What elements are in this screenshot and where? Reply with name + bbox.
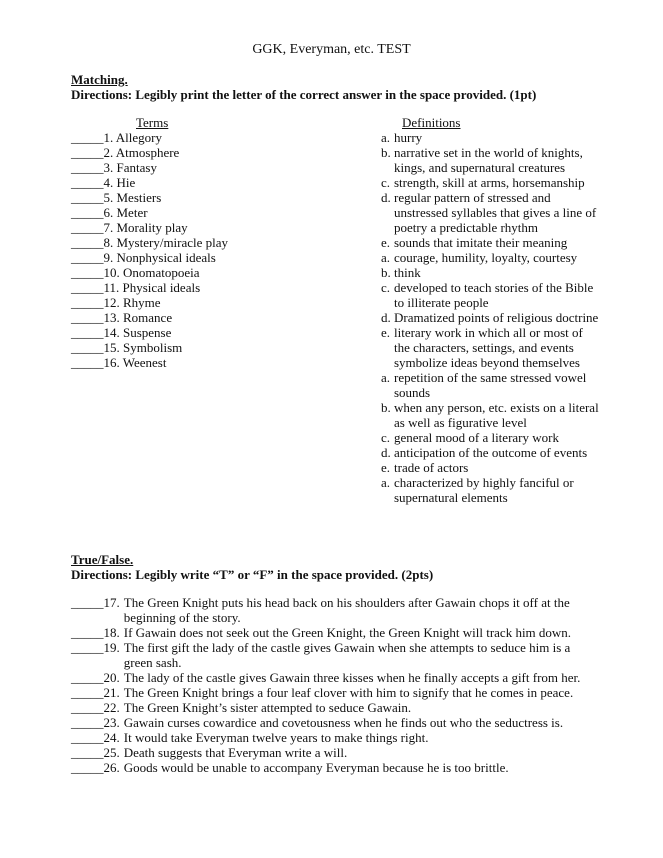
term-label: 12. Rhyme [103,295,161,310]
question-number: 17. [103,595,120,610]
answer-blank[interactable]: _____ [71,325,104,340]
definition-text: regular pattern of stressed and unstressed syllables that gives a line of poetry a predictable rhythm [394,190,597,235]
definition-text: general mood of a literary work [394,430,559,445]
term-label: 15. Symbolism [103,340,183,355]
question-number: 22. [103,700,120,715]
question-number: 21. [103,685,120,700]
definition-letter: d. [381,310,391,325]
definition-letter: c. [381,430,391,445]
answer-blank[interactable]: _____ [71,355,104,370]
term-label: 4. Hie [103,175,136,190]
answer-blank[interactable]: _____ [71,625,104,640]
answer-blank[interactable]: _____ [71,295,104,310]
statement-text: Goods would be unable to accompany Everyman because he is too brittle. [123,760,509,775]
definitions-list [381,130,601,505]
definition-text: narrative set in the world of knights, kings, and supernatural creatures [394,145,583,175]
definition-item [381,190,601,235]
term-label: 9. Nonphysical ideals [103,250,216,265]
term-label: 11. Physical ideals [103,280,201,295]
definition-letter: c. [381,175,391,190]
answer-blank[interactable]: _____ [71,265,104,280]
definition-text: sounds that imitate their meaning [394,235,568,250]
term-label: 1. Allegory [103,130,162,145]
definition-item [381,460,601,475]
term-item [71,265,228,280]
term-item [71,355,228,370]
true-false-item [71,745,591,760]
term-label: 14. Suspense [103,325,172,340]
true-false-item [71,760,591,775]
term-item [71,220,228,235]
term-label: 16. Weenest [103,355,167,370]
statement-text: Death suggests that Everyman write a will. [123,745,348,760]
answer-blank[interactable]: _____ [71,310,104,325]
definition-letter: a. [381,250,391,265]
definition-text: developed to teach stories of the Bible to illiterate people [394,280,594,310]
definition-letter: b. [381,265,391,280]
question-number: 23. [103,715,120,730]
term-item [71,310,228,325]
true-false-item [71,625,591,640]
statement-text: If Gawain does not seek out the Green Knight, the Green Knight will track him down. [123,625,572,640]
definition-letter: d. [381,190,391,205]
definition-text: literary work in which all or most of the characters, settings, and events symbolize ideas beyond themselves [394,325,583,370]
definition-item [381,175,601,190]
true-false-item [71,700,591,715]
term-label: 5. Mestiers [103,190,162,205]
true-false-directions: Directions: Legibly write “T” or “F” in the space provided. (2pts) [71,567,434,582]
definition-text: courage, humility, loyalty, courtesy [394,250,578,265]
term-label: 2. Atmosphere [103,145,180,160]
true-false-item [71,730,591,745]
question-number: 24. [103,730,120,745]
statement-text: The Green Knight’s sister attempted to seduce Gawain. [123,700,412,715]
definition-item [381,370,601,400]
statement-text: The first gift the lady of the castle gives Gawain when she attempts to seduce him is a green sash. [123,640,571,670]
answer-blank[interactable]: _____ [71,595,104,610]
statement-text: It would take Everyman twelve years to make things right. [123,730,429,745]
answer-blank[interactable]: _____ [71,760,104,775]
term-item [71,175,228,190]
definition-item [381,145,601,175]
answer-blank[interactable]: _____ [71,670,104,685]
definition-letter: d. [381,445,391,460]
true-false-heading: True/False. [71,552,134,567]
definition-item [381,130,601,145]
definition-item [381,445,601,460]
term-label: 7. Morality play [103,220,188,235]
answer-blank[interactable]: _____ [71,145,104,160]
term-item [71,295,228,310]
definition-text: when any person, etc. exists on a literal as well as figurative level [394,400,599,430]
term-item [71,280,228,295]
term-item [71,325,228,340]
answer-blank[interactable]: _____ [71,190,104,205]
definition-item [381,400,601,430]
definition-text: hurry [394,130,423,145]
answer-blank[interactable]: _____ [71,685,104,700]
definition-letter: c. [381,280,391,295]
true-false-list [71,595,591,775]
question-number: 18. [103,625,120,640]
definition-item [381,280,601,310]
definition-letter: a. [381,475,391,490]
term-label: 6. Meter [103,205,148,220]
question-number: 20. [103,670,120,685]
true-false-item [71,595,591,625]
true-false-item [71,640,591,670]
true-false-item [71,715,591,730]
statement-text: The Green Knight brings a four leaf clover with him to signify that he comes in peace. [123,685,574,700]
term-item [71,340,228,355]
definition-item [381,325,601,370]
definition-text: strength, skill at arms, horsemanship [394,175,585,190]
term-label: 10. Onomatopoeia [103,265,200,280]
question-number: 25. [103,745,120,760]
term-label: 8. Mystery/miracle play [103,235,229,250]
term-item [71,160,228,175]
question-number: 19. [103,640,120,655]
answer-blank[interactable]: _____ [71,205,104,220]
answer-blank[interactable]: _____ [71,745,104,760]
definition-text: Dramatized points of religious doctrine [394,310,599,325]
statement-text: The Green Knight puts his head back on his shoulders after Gawain chops it off at the beginning of the story. [123,595,570,625]
answer-blank[interactable]: _____ [71,235,104,250]
definition-letter: b. [381,400,391,415]
answer-blank[interactable]: _____ [71,175,104,190]
question-number: 26. [103,760,120,775]
definition-text: think [394,265,421,280]
answer-blank[interactable]: _____ [71,700,104,715]
matching-heading: Matching. [71,72,128,87]
definition-letter: e. [381,460,391,475]
definition-item [381,235,601,250]
term-label: 13. Romance [103,310,173,325]
answer-blank[interactable]: _____ [71,220,104,235]
term-item [71,145,228,160]
answer-blank[interactable]: _____ [71,640,104,655]
definitions-header: Definitions [402,115,461,130]
definition-letter: a. [381,130,391,145]
definition-letter: e. [381,235,391,250]
answer-blank[interactable]: _____ [71,160,104,175]
page-title: GGK, Everyman, etc. TEST [252,42,411,57]
definition-text: trade of actors [394,460,469,475]
answer-blank[interactable]: _____ [71,340,104,355]
terms-list [71,130,228,370]
term-item [71,190,228,205]
answer-blank[interactable]: _____ [71,730,104,745]
definition-letter: b. [381,145,391,160]
term-label: 3. Fantasy [103,160,157,175]
term-item [71,250,228,265]
true-false-item [71,670,591,685]
statement-text: The lady of the castle gives Gawain three kisses when he finally accepts a gift from her. [123,670,581,685]
answer-blank[interactable]: _____ [71,250,104,265]
term-item [71,235,228,250]
definition-text: anticipation of the outcome of events [394,445,588,460]
answer-blank[interactable]: _____ [71,280,104,295]
statement-text: Gawain curses cowardice and covetousness when he finds out who the seductress is. [123,715,564,730]
definition-item [381,310,601,325]
definition-item [381,430,601,445]
definition-letter: a. [381,370,391,385]
term-item [71,205,228,220]
definition-text: characterized by highly fanciful or supernatural elements [394,475,574,505]
answer-blank[interactable]: _____ [71,130,104,145]
answer-blank[interactable]: _____ [71,715,104,730]
definition-item [381,265,601,280]
true-false-item [71,685,591,700]
definition-item [381,475,601,505]
matching-directions: Directions: Legibly print the letter of the correct answer in the space provided. (1pt) [71,87,537,102]
term-item [71,130,228,145]
definition-letter: e. [381,325,391,340]
terms-header: Terms [136,115,169,130]
definition-text: repetition of the same stressed vowel sounds [394,370,587,400]
definition-item [381,250,601,265]
